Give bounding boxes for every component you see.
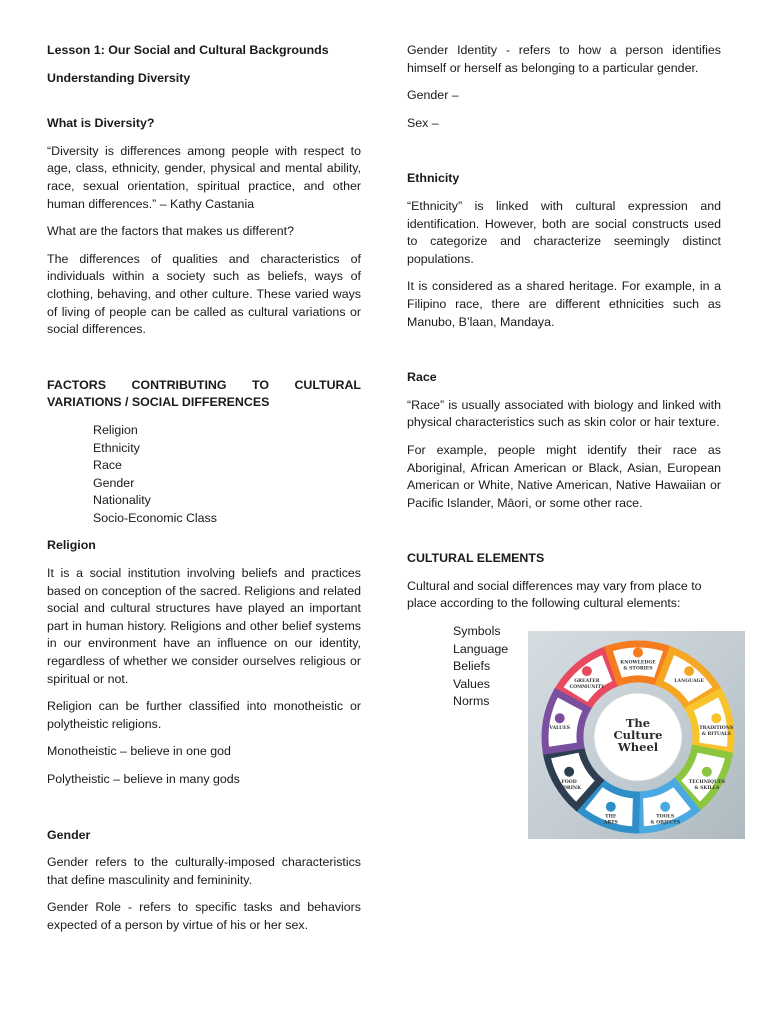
gender-paragraph: Gender refers to the culturally-imposed characteristics that define masculinity and femininity. [47,855,361,887]
list-item: Nationality [93,493,151,508]
list-item: Race [93,458,122,473]
segment-label: & OBJECTS [650,820,681,826]
gender-role: Gender Role - refers to specific tasks and behaviors expected of a person by virtue of his or her sex. [47,900,361,932]
lesson-title: Lesson 1: Our Social and Cultural Backgrounds [47,43,329,57]
race-heading: Race [407,370,437,385]
gender-line: Gender – [407,88,459,103]
segment-label: & STORIES [623,666,653,672]
factors-list [47,422,361,528]
list-item: Language [453,641,509,656]
race-paragraph-2: For example, people might identify their race as Aboriginal, African American or Black, Asian, European American or White, Native American, Native Hawaiian or Pacific Islander, Māori, or some other race. [407,442,721,510]
segment-icon [582,666,592,676]
list-item: Norms [453,694,490,709]
segment-label: KNOWLEDGE [620,660,656,666]
religion-heading: Religion [47,538,96,553]
gender-heading: Gender [47,827,91,842]
cultural-elements-section [407,623,734,833]
religion-paragraph: It is a social institution involving beliefs and practices based on conception of the sacred. Religions and related social and cultural structures have played an important part in human history. Religions and other belief systems in our environment have an influence on our identity, regardless of whether we consider ourselves religious or spiritual or not. [47,566,361,686]
factors-heading: FACTORS CONTRIBUTING TO CULTURAL [47,377,361,392]
cultural-elements-paragraph: Cultural and social differences may vary from place to place according to the following cultural elements: [407,578,702,611]
ethnicity-paragraph-2: It is considered as a shared heritage. For example, in a Filipino race, there are different ethnicities such as Manubo, B’laan, Mandaya. [407,279,721,329]
segment-icon [564,767,574,777]
lesson-subtitle: Understanding Diversity [47,70,191,85]
differences-paragraph: The differences of qualities and characteristics of individuals within a society such as beliefs, ways of clothing, behaving, and other culture. These varied ways of living of people can be called as cultural variations or social differences. [47,251,361,337]
list-item: Religion [93,422,138,437]
segment-label: LANGUAGE [674,679,704,685]
left-column [47,42,361,945]
cultural-elements-heading: CULTURAL ELEMENTS [407,551,545,566]
segment-label: TRADITIONS [699,726,734,732]
segment-label: GREATER [574,679,600,685]
wheel-center-title: Culture [613,728,663,743]
religion-classified: Religion can be further classified into monotheistic or polytheistic religions. [47,699,361,731]
polytheistic-definition: Polytheistic – believe in many gods [47,772,240,786]
right-column [407,42,734,833]
segment-icon [702,767,712,777]
factors-heading-line2: VARIATIONS / SOCIAL DIFFERENCES [47,395,270,410]
sex-line: Sex – [407,115,439,130]
race-paragraph-1: “Race” is usually associated with biology and linked with physical characteristics such as skin color or hair texture. [407,397,721,430]
segment-icon [660,802,670,812]
segment-label: VALUES [549,726,570,732]
diversity-heading: What is Diversity? [47,116,155,131]
diversity-quote: “Diversity is differences among people with respect to age, class, ethnicity, gender, physical and mental ability, race, sexual orientation, spiritual practice, and other human differences.” – Kathy Castania [47,143,361,211]
segment-icon [711,713,721,723]
wheel-center-title: Wheel [617,740,659,755]
segment-icon [633,648,643,658]
segment-label: TOOLS [656,814,675,820]
segment-label: & RITUALS [701,732,731,738]
segment-label: & DRINK [557,785,582,791]
list-item: Beliefs [453,659,491,674]
monotheistic-definition: Monotheistic – believe in one god [47,744,231,759]
list-item: Symbols [453,624,501,639]
ethnicity-paragraph-1: “Ethnicity” is linked with cultural expression and identification. However, both are social constructs used to categorize and characterize seemingly distinct populations. [407,198,721,266]
gender-identity: Gender Identity - refers to how a person identifies himself or herself as belonging to a particular gender. [407,43,721,75]
list-item: Socio-Economic Class [93,510,217,525]
culture-wheel-image [528,631,745,839]
cultural-elements-list [407,623,508,711]
wheel-center-title: The [625,716,651,731]
segment-icon [606,802,616,812]
segment-label: & SKILLS [694,785,720,791]
list-item: Gender [93,475,135,490]
segment-icon [555,713,565,723]
list-item: Ethnicity [93,440,140,455]
segment-label: THE [605,814,617,820]
culture-wheel-graphic [528,631,745,839]
list-item: Values [453,676,490,691]
segment-label: ARTS [603,820,618,826]
segment-label: TECHNIQUES [688,779,725,785]
segment-icon [684,666,694,676]
factors-question: What are the factors that makes us different? [47,224,295,239]
ethnicity-heading: Ethnicity [407,171,460,186]
segment-label: FOOD [561,779,577,785]
segment-label: COMMUNITY [569,685,605,691]
